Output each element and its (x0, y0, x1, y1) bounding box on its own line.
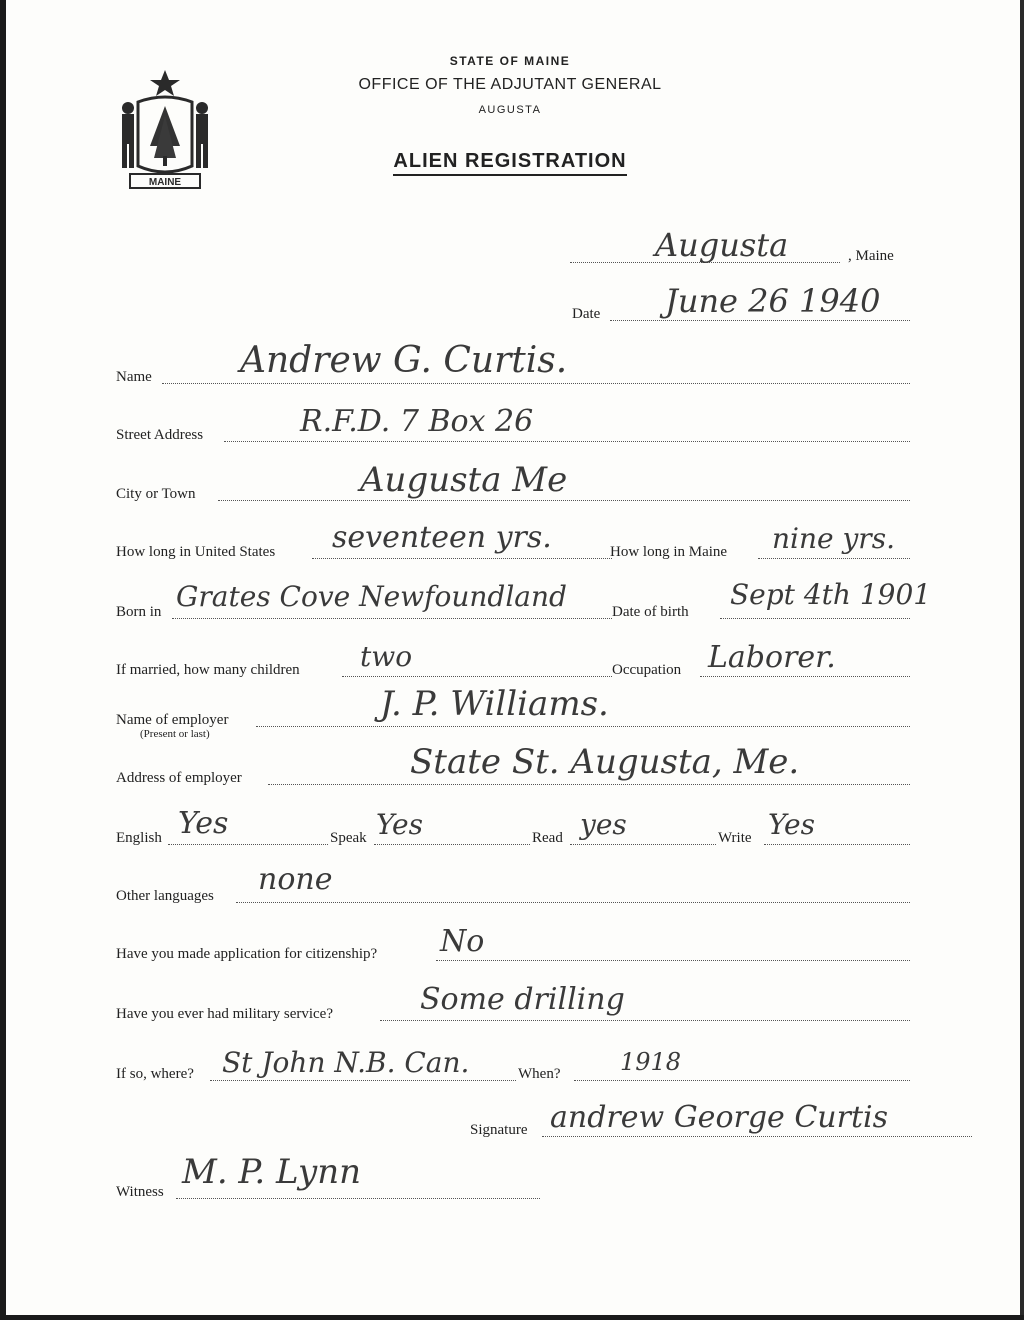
write-value[interactable]: Yes (768, 808, 815, 841)
military-value[interactable]: Some drilling (420, 982, 625, 1017)
employer-name-value[interactable]: J. P. Williams. (380, 684, 609, 724)
city-or-town-line (218, 500, 910, 501)
witness-line (176, 1198, 540, 1199)
header-state: STATE OF MAINE (449, 54, 571, 68)
how-long-us-line (312, 558, 612, 559)
header-city: AUGUSTA (478, 104, 542, 116)
speak-line (374, 844, 530, 845)
speak-value[interactable]: Yes (376, 808, 423, 841)
born-in-label: Born in (116, 604, 162, 620)
date-value[interactable]: June 26 1940 (665, 282, 881, 320)
children-label: If married, how many children (116, 662, 300, 678)
when-value[interactable]: 1918 (620, 1048, 682, 1076)
how-long-us-value[interactable]: seventeen yrs. (332, 520, 552, 555)
english-value[interactable]: Yes (178, 806, 229, 841)
name-label: Name (116, 369, 152, 385)
seal-text: MAINE (148, 177, 182, 188)
read-label: Read (532, 830, 563, 846)
employer-address-value[interactable]: State St. Augusta, Me. (410, 742, 800, 782)
maine-label: , Maine (848, 248, 894, 264)
children-value[interactable]: two (360, 640, 413, 673)
street-address-value[interactable]: R.F.D. 7 Box 26 (300, 404, 534, 439)
military-label: Have you ever had military service? (116, 1006, 333, 1022)
other-languages-value[interactable]: none (258, 862, 333, 897)
when-label: When? (518, 1066, 561, 1082)
how-long-maine-label: How long in Maine (610, 544, 728, 560)
born-in-value[interactable]: Grates Cove Newfoundland (176, 580, 567, 613)
where-line (210, 1080, 516, 1081)
date-label: Date (572, 306, 601, 322)
scan-edge-left (0, 0, 6, 1320)
scan-edge-right (1020, 0, 1024, 1320)
military-line (380, 1020, 910, 1021)
header-office: OFFICE OF THE ADJUTANT GENERAL (358, 76, 662, 93)
signature-label: Signature (470, 1122, 528, 1138)
employer-address-label: Address of employer (116, 770, 242, 786)
signature-line (542, 1136, 972, 1137)
employer-note: (Present or last) (140, 728, 210, 740)
citizenship-label: Have you made application for citizenship? (116, 946, 378, 962)
signature-value[interactable]: andrew George Curtis (550, 1100, 888, 1135)
employer-name-label: Name of employer (116, 712, 229, 728)
other-languages-line (236, 902, 910, 903)
date-of-birth-label: Date of birth (612, 604, 689, 620)
employer-address-line (268, 784, 910, 785)
date-line (610, 320, 910, 321)
city-or-town-label: City or Town (116, 486, 196, 502)
occupation-value[interactable]: Laborer. (708, 640, 836, 675)
scan-edge-bottom (0, 1315, 1024, 1320)
when-line (574, 1080, 910, 1081)
born-in-line (172, 618, 612, 619)
english-label: English (116, 830, 162, 846)
how-long-us-label: How long in United States (116, 544, 276, 560)
witness-value[interactable]: M. P. Lynn (182, 1152, 362, 1192)
street-address-line (224, 441, 910, 442)
read-value[interactable]: yes (580, 808, 627, 841)
place-value[interactable]: Augusta (655, 226, 789, 264)
other-languages-label: Other languages (116, 888, 214, 904)
how-long-maine-value[interactable]: nine yrs. (772, 522, 895, 555)
name-line (162, 383, 910, 384)
write-label: Write (718, 830, 752, 846)
street-address-label: Street Address (116, 427, 204, 443)
english-line (168, 844, 328, 845)
how-long-maine-line (758, 558, 910, 559)
city-or-town-value[interactable]: Augusta Me (360, 460, 568, 500)
form-title: ALIEN REGISTRATION (300, 150, 720, 173)
date-of-birth-line (720, 618, 910, 619)
read-line (570, 844, 716, 845)
occupation-label: Occupation (612, 662, 682, 678)
date-of-birth-value[interactable]: Sept 4th 1901 (730, 578, 932, 611)
write-line (764, 844, 910, 845)
children-line (342, 676, 612, 677)
citizenship-line (436, 960, 910, 961)
where-label: If so, where? (116, 1066, 194, 1082)
witness-label: Witness (116, 1184, 164, 1200)
employer-name-line (256, 726, 910, 727)
maine-seal-icon (110, 66, 220, 196)
speak-label: Speak (330, 830, 367, 846)
occupation-line (700, 676, 910, 677)
where-value[interactable]: St John N.B. Can. (222, 1046, 470, 1079)
name-value[interactable]: Andrew G. Curtis. (240, 340, 568, 381)
citizenship-value[interactable]: No (440, 924, 485, 959)
